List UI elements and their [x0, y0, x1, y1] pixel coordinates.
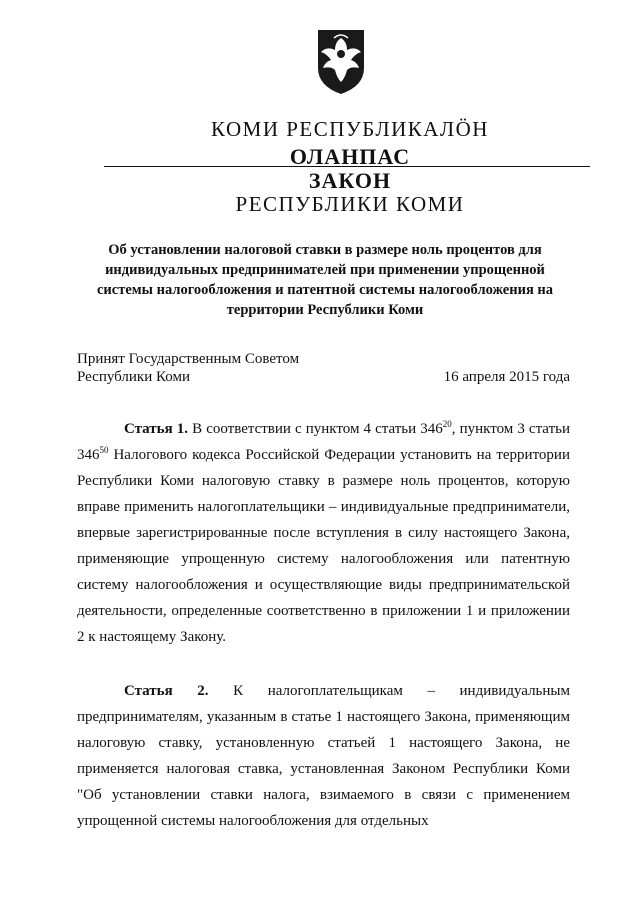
republic-title: РЕСПУБЛИКИ КОМИ [235, 192, 465, 216]
article-1-text-part1: В соответствии с пунктом 4 статьи 346 [188, 421, 443, 437]
komi-law-heading: ОЛАНПАС [289, 144, 411, 169]
article-1-text-part2: , пунктом 3 статьи 346 [77, 421, 571, 463]
adopted-by-row [77, 368, 570, 386]
adopted-by-republic: Республики Коми [77, 369, 190, 385]
coat-of-arms-emblem [314, 26, 368, 96]
article-1-text-part3: Налогового кодекса Российской Федерации установить на территории Республики Коми налоговую ставку в размере ноль процентов, которую вправе применить налогоплательщики – индивидуальные предприниматели, впервые зарегистрированные после вступления в силу настоящего Закона, применяющие упрощенную систему налогообложения или патентную систему налогообложения и осуществляющие виды предпринимательской деятельности, определенные соответственно в приложении 1 и приложении 2 к настоящему Закону. [77, 447, 570, 645]
article-1-label: Статья 1. [124, 421, 189, 437]
document-title: Об установлении налоговой ставки в размере ноль процентов для индивидуальных предпринимателей при применении упрощенной системы налогообложения и патентной системы налогообложения на территории Республики Коми [96, 242, 554, 318]
adopted-by-line: Принят Государственным Советом [77, 351, 300, 367]
article-2-text: К налогоплательщикам – индивидуальным предпринимателям, указанным в статье 1 настоящего Закона, применяющим налоговую ставку, установленную статьей 1 настоящего Закона, не применяется налоговая ставка, установленная Законом Республики Коми "Об установлении ставки налога, взимаемого в связи с применением упрощенной системы налогообложения для отдельных [77, 683, 571, 829]
article-1-superscript-2: 50 [99, 445, 109, 455]
komi-republic-title: КОМИ РЕСПУБЛИКАЛӦН [211, 117, 489, 141]
header-divider [104, 166, 590, 167]
article-2-paragraph [77, 678, 570, 834]
adoption-date: 16 апреля 2015 года [443, 369, 570, 385]
adoption-block [77, 350, 570, 386]
article-1-superscript-1: 20 [442, 419, 452, 429]
law-heading: ЗАКОН [308, 168, 392, 193]
article-1-paragraph [77, 416, 570, 650]
article-2-label: Статья 2. [124, 683, 209, 699]
